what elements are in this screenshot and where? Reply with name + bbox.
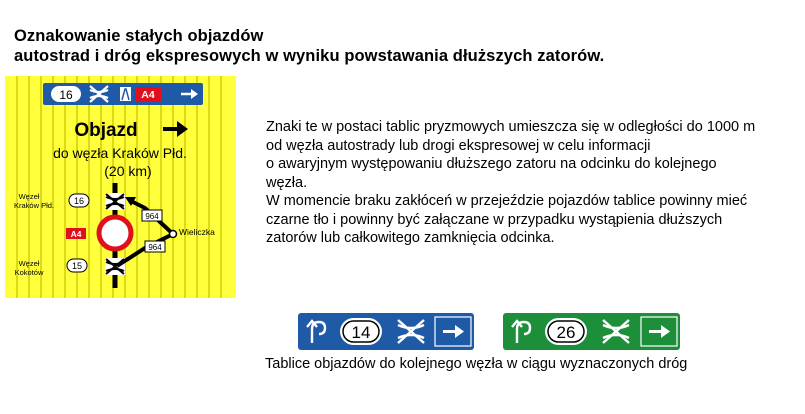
junction2-label-2: Kokotów (14, 268, 44, 277)
junction2-label-1: Węzeł (18, 259, 40, 268)
road-a4-label: A4 (70, 229, 82, 239)
road-964-lower: 964 (148, 243, 162, 252)
title-line-2: autostrad i dróg ekspresowych w wyniku powstawania dłuższych zatorów. (14, 47, 605, 65)
junction1-label-1: Węzeł (18, 192, 40, 201)
sign-distance: (20 km) (104, 163, 152, 179)
blue-detour-sign (298, 313, 474, 350)
junction2-number: 15 (71, 261, 83, 271)
blue-sign-number: 14 (351, 323, 371, 342)
page-title (14, 26, 604, 66)
top-strip-road: A4 (141, 89, 155, 101)
town-label: Wieliczka (179, 227, 215, 237)
green-detour-sign (503, 313, 680, 350)
motorway-icon (120, 87, 131, 101)
junction1-number: 16 (73, 196, 85, 206)
green-sign-number: 26 (556, 323, 576, 342)
junction1-label-2: Kraków Płd. (13, 201, 55, 210)
road-closed-icon (99, 217, 131, 249)
title-line-1: Oznakowanie stałych objazdów (14, 27, 264, 45)
top-strip-number: 16 (59, 88, 73, 102)
sign-heading: Objazd (74, 120, 138, 141)
junction1-icon (105, 193, 125, 210)
description: Znaki te w postaci tablic pryzmowych umieszcza się w odległości do 1000 m od węzła autostrady lub drogi ekspresowej w celu informacji o awaryjnym występowaniu dłuższego zatoru na odcinku do kolejnego węzła. W momencie braku zakłóceń w przejeździe pojazdów tablice powinny mieć czarne tło i powinny być załączane w przypadku wystąpienia dłuższych zatorów lub całkowitego zamknięcia odcinka. (266, 119, 756, 246)
sign-destination: do węzła Kraków Płd. (53, 145, 187, 161)
top-strip (43, 83, 203, 105)
caption: Tablice objazdów do kolejnego węzła w ciągu wyznaczonych dróg (265, 356, 688, 372)
detour-sign (5, 76, 236, 298)
road-964-upper: 964 (145, 212, 159, 221)
